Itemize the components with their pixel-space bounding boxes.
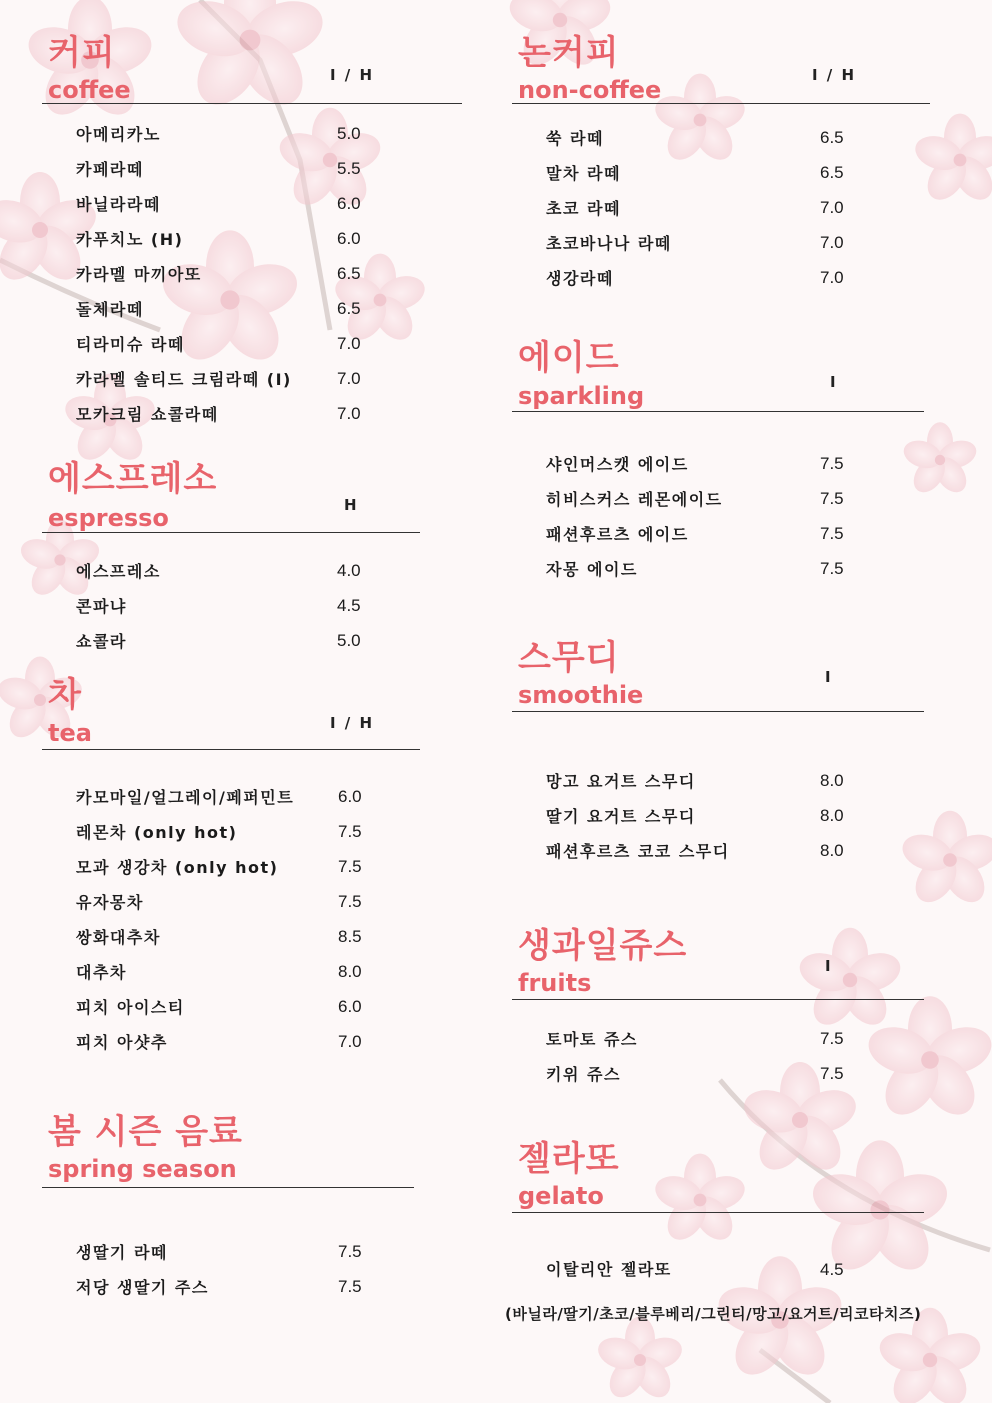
temperature-header: I [825,668,833,686]
menu-item [512,839,952,869]
item-price: 6.0 [337,194,361,213]
menu-item [42,960,482,990]
menu-item [42,1240,482,1270]
item-name: 카페라떼 [76,160,144,179]
item-name: 딸기 요거트 스무디 [546,807,696,826]
menu-item [512,487,952,517]
item-name: 망고 요거트 스무디 [546,772,696,791]
right-column [512,0,952,1403]
item-name: 카푸치노 (H) [76,230,184,249]
section-title-en: smoothie [518,681,644,709]
item-price: 7.5 [338,857,362,876]
item-name: 카라멜 마끼아또 [76,265,202,284]
item-name: 레몬차 (only hot) [76,823,238,842]
item-name: 이탈리안 젤라또 [546,1260,672,1279]
section-title-ko: 생과일쥬스 [518,926,688,966]
section-title-en: espresso [48,504,169,532]
item-price: 7.5 [820,1029,844,1048]
menu-item [42,192,482,222]
section-divider [512,411,924,412]
section-title-ko: 차 [48,675,82,715]
menu-item [512,452,952,482]
item-price: 7.5 [338,822,362,841]
section-title-en: non-coffee [518,76,662,104]
section-divider [42,532,420,533]
section-divider [512,103,930,104]
menu-item [42,1275,482,1305]
item-price: 4.0 [337,561,361,580]
menu-item [42,629,482,659]
section-title-en: coffee [48,76,131,104]
item-name: 바닐라라떼 [76,195,161,214]
left-column [42,0,442,1403]
item-name: 토마토 쥬스 [546,1030,638,1049]
menu-item [42,157,482,187]
item-name: 히비스커스 레몬에이드 [546,490,723,509]
section-title-ko: 에이드 [518,338,620,378]
menu-item [42,122,482,152]
menu-item [42,559,482,589]
item-price: 6.5 [337,299,361,318]
temperature-header: I / H [330,66,375,84]
item-name: 쇼콜라 [76,632,127,651]
section-divider [512,1212,924,1213]
menu-item [512,196,952,226]
menu-item [42,297,482,327]
item-name: 대추차 [76,963,127,982]
item-name: 생딸기 라떼 [76,1243,168,1262]
item-price: 7.5 [820,454,844,473]
item-name: 쌍화대추차 [76,928,161,947]
item-name: 카라멜 솔티드 크림라떼 (I) [76,370,292,389]
menu-item [42,402,482,432]
menu-item [512,161,952,191]
menu-item [512,1027,952,1057]
menu-item [512,769,952,799]
item-price: 7.0 [820,198,844,217]
item-name: 자몽 에이드 [546,560,638,579]
item-price: 8.0 [338,962,362,981]
item-name: 돌체라떼 [76,300,144,319]
item-price: 4.5 [337,596,361,615]
item-name: 모과 생강차 (only hot) [76,858,279,877]
temperature-header: I [830,373,838,391]
item-price: 7.0 [820,233,844,252]
item-price: 7.5 [820,524,844,543]
item-price: 7.5 [820,489,844,508]
menu-item [42,262,482,292]
item-price: 6.0 [338,787,362,806]
menu-item [42,332,482,362]
item-price: 6.0 [337,229,361,248]
item-price: 5.0 [337,631,361,650]
item-price: 6.5 [820,163,844,182]
menu-item [42,995,482,1025]
item-price: 6.5 [820,128,844,147]
temperature-header: I [825,957,833,975]
section-title-en: sparkling [518,382,645,410]
menu-item [512,522,952,552]
item-price: 7.5 [338,1277,362,1296]
item-name: 피치 아샷추 [76,1033,168,1052]
section-title-ko: 커피 [48,33,116,73]
section-title-ko: 젤라또 [518,1139,620,1179]
menu-item [42,890,482,920]
item-price: 7.5 [338,892,362,911]
menu-item [42,367,482,397]
item-name: 에스프레소 [76,562,161,581]
item-name: 초코 라떼 [546,199,621,218]
item-price: 7.0 [337,369,361,388]
menu-item [42,925,482,955]
gelato-flavors-note: (바닐라/딸기/초코/블루베리/그린티/망고/요거트/리코타치즈) [505,1305,922,1323]
item-price: 7.5 [338,1242,362,1261]
menu-item [512,1062,952,1092]
menu-item [512,231,952,261]
item-price: 8.0 [820,806,844,825]
item-price: 8.5 [338,927,362,946]
menu-item [512,126,952,156]
menu-item [512,804,952,834]
item-name: 패션후르츠 에이드 [546,525,689,544]
item-name: 모카크림 쇼콜라떼 [76,405,219,424]
item-price: 5.5 [337,159,361,178]
menu-item [512,266,952,296]
item-price: 7.5 [820,1064,844,1083]
item-name: 생강라떼 [546,269,614,288]
section-title-ko: 스무디 [518,638,620,678]
section-divider [42,1187,414,1188]
section-title-ko: 봄 시즌 음료 [48,1112,243,1152]
item-name: 샤인머스캣 에이드 [546,455,689,474]
section-title-en: tea [48,719,92,747]
item-name: 키위 쥬스 [546,1065,621,1084]
section-title-en: fruits [518,969,592,997]
item-name: 티라미슈 라떼 [76,335,185,354]
item-name: 카모마일/얼그레이/페퍼민트 [76,788,295,807]
item-price: 7.0 [337,404,361,423]
item-name: 아메리카노 [76,125,161,144]
item-price: 5.0 [337,124,361,143]
item-price: 7.0 [338,1032,362,1051]
section-divider [42,749,420,750]
menu-item [42,227,482,257]
item-name: 콘파냐 [76,597,127,616]
menu-item [42,785,482,815]
item-name: 초코바나나 라떼 [546,234,672,253]
section-title-ko: 논커피 [518,33,620,73]
menu-item [42,855,482,885]
item-price: 4.5 [820,1260,844,1279]
temperature-header: I / H [812,66,857,84]
section-divider [42,103,462,104]
temperature-header: I / H [330,714,375,732]
menu-item [512,1257,952,1287]
item-price: 7.0 [337,334,361,353]
item-name: 유자몽차 [76,893,144,912]
item-price: 7.0 [820,268,844,287]
section-title-ko: 에스프레소 [48,459,218,499]
item-price: 7.5 [820,559,844,578]
item-price: 6.0 [338,997,362,1016]
item-name: 저당 생딸기 주스 [76,1278,209,1297]
menu-item [42,820,482,850]
item-name: 패션후르츠 코코 스무디 [546,842,730,861]
menu-item [512,557,952,587]
temperature-header: H [344,496,359,514]
section-title-en: gelato [518,1182,604,1210]
item-name: 피치 아이스티 [76,998,185,1017]
menu-item [42,1030,482,1060]
item-price: 8.0 [820,771,844,790]
menu-item [42,594,482,624]
item-price: 8.0 [820,841,844,860]
item-name: 말차 라떼 [546,164,621,183]
item-price: 6.5 [337,264,361,283]
section-divider [512,711,924,712]
section-title-en: spring season [48,1155,237,1183]
item-name: 쑥 라떼 [546,129,604,148]
section-divider [512,999,924,1000]
